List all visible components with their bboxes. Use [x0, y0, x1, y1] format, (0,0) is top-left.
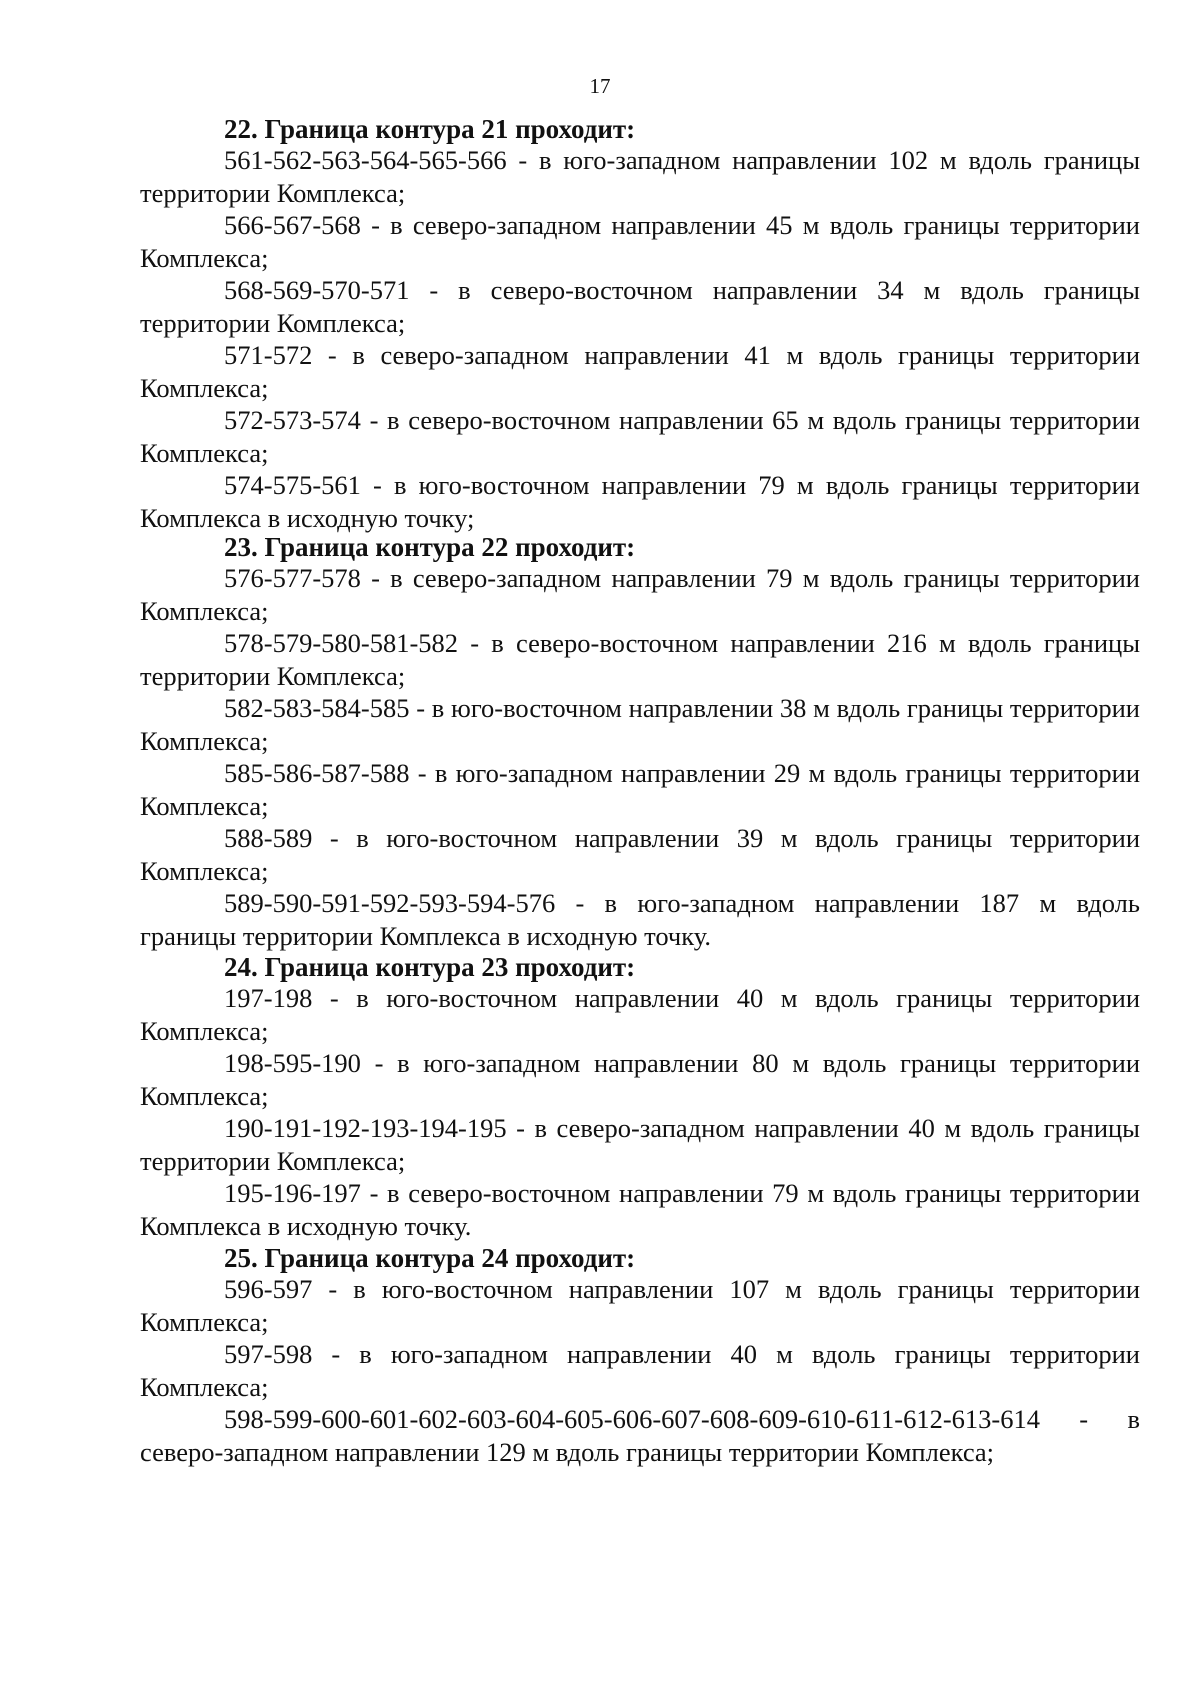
- boundary-item: 597-598 - в юго-западном направлении 40 м вдоль границы территории Комплекса;: [140, 1339, 1140, 1402]
- section-23: [140, 532, 1140, 952]
- boundary-item: 197-198 - в юго-восточном направлении 40 м вдоль границы территории Комплекса;: [140, 983, 1140, 1046]
- section-heading: 23. Граница контура 22 проходит:: [224, 532, 636, 562]
- boundary-item: 190-191-192-193-194-195 - в северо-западном направлении 40 м вдоль границы территории Комплекса;: [140, 1113, 1140, 1176]
- boundary-item: 572-573-574 - в северо-восточном направлении 65 м вдоль границы территории Комплекса;: [140, 405, 1140, 468]
- boundary-item: 574-575-561 - в юго-восточном направлении 79 м вдоль границы территории Комплекса в исходную точку;: [140, 470, 1140, 533]
- boundary-item: 598-599-600-601-602-603-604-605-606-607-608-609-610-611-612-613-614 - в северо-западном направлении 129 м вдоль границы территории Комплекса;: [140, 1404, 1140, 1467]
- boundary-item: 578-579-580-581-582 - в северо-восточном направлении 216 м вдоль границы территории Комплекса;: [140, 628, 1140, 691]
- section-22: [140, 114, 1140, 534]
- section-24: [140, 952, 1140, 1242]
- boundary-item: 588-589 - в юго-восточном направлении 39 м вдоль границы территории Комплекса;: [140, 823, 1140, 886]
- boundary-item: 561-562-563-564-565-566 - в юго-западном направлении 102 м вдоль границы территории Комплекса;: [140, 145, 1140, 208]
- boundary-item: 566-567-568 - в северо-западном направлении 45 м вдоль границы территории Комплекса;: [140, 210, 1140, 273]
- boundary-item: 589-590-591-592-593-594-576 - в юго-западном направлении 187 м вдоль границы территории Комплекса в исходную точку.: [140, 888, 1140, 951]
- page-number: 17: [589, 74, 611, 98]
- boundary-item: 585-586-587-588 - в юго-западном направлении 29 м вдоль границы территории Комплекса;: [140, 758, 1140, 821]
- boundary-item: 596-597 - в юго-восточном направлении 107 м вдоль границы территории Комплекса;: [140, 1274, 1140, 1337]
- boundary-item: 582-583-584-585 - в юго-восточном направлении 38 м вдоль границы территории Комплекса;: [140, 693, 1140, 756]
- section-heading: 24. Граница контура 23 проходит:: [224, 952, 636, 982]
- boundary-item: 571-572 - в северо-западном направлении 41 м вдоль границы территории Комплекса;: [140, 340, 1140, 403]
- boundary-item: 195-196-197 - в северо-восточном направлении 79 м вдоль границы территории Комплекса в исходную точку.: [140, 1178, 1140, 1241]
- section-heading: 25. Граница контура 24 проходит:: [224, 1243, 636, 1273]
- boundary-item: 568-569-570-571 - в северо-восточном направлении 34 м вдоль границы территории Комплекса;: [140, 275, 1140, 338]
- section-25: [140, 1243, 1140, 1468]
- section-heading: 22. Граница контура 21 проходит:: [224, 114, 636, 144]
- boundary-item: 198-595-190 - в юго-западном направлении 80 м вдоль границы территории Комплекса;: [140, 1048, 1140, 1111]
- boundary-item: 576-577-578 - в северо-западном направлении 79 м вдоль границы территории Комплекса;: [140, 563, 1140, 626]
